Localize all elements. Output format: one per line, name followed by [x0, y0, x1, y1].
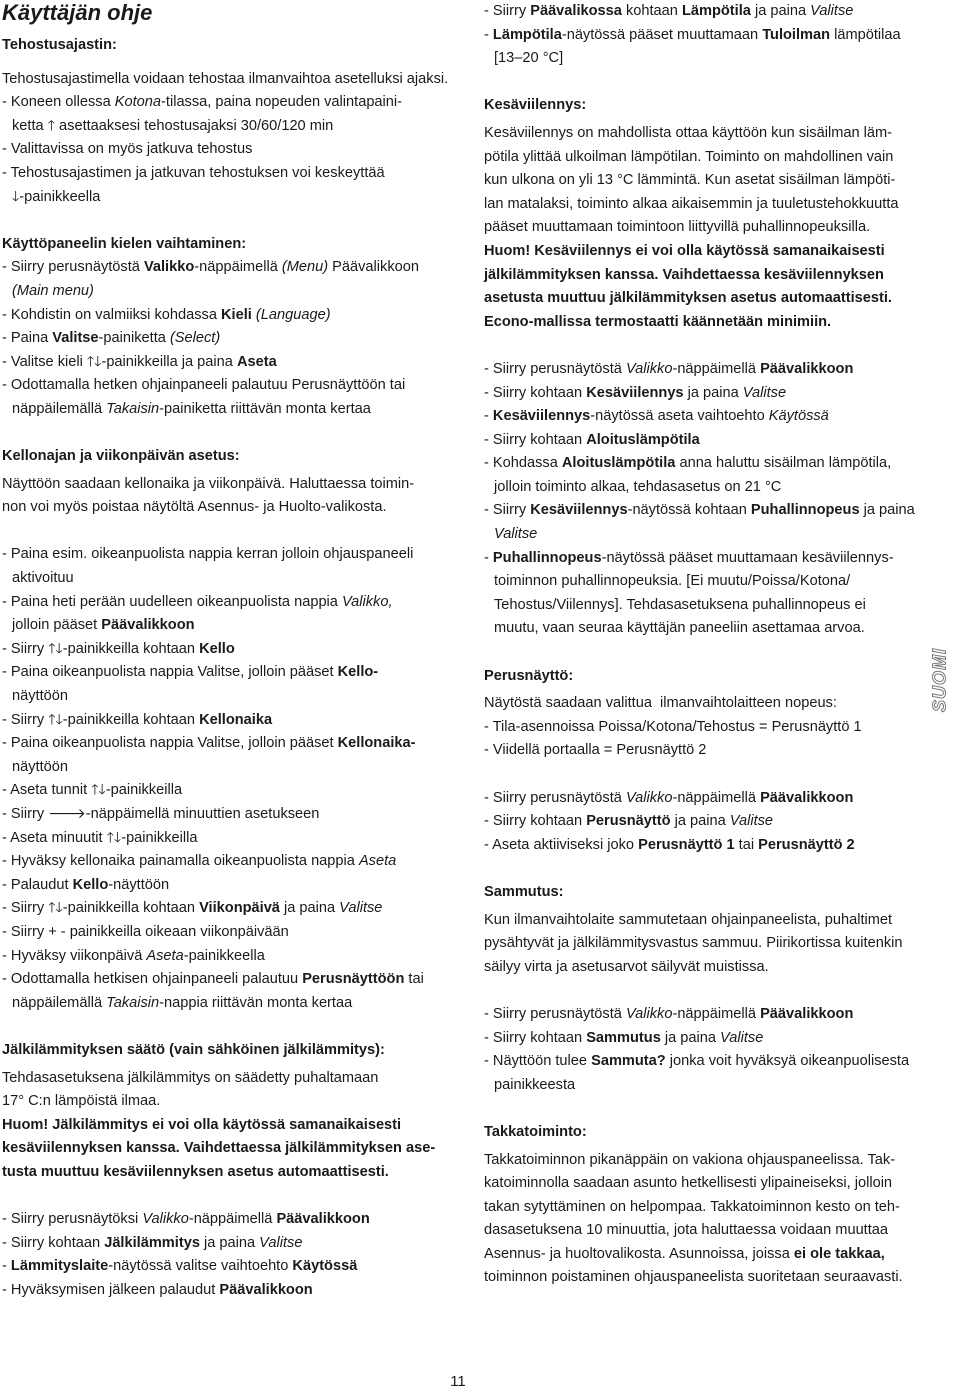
clock-step-6-cont: näyttöön — [12, 758, 68, 775]
shutdown-section — [484, 881, 924, 1097]
shutdown-step-3-cont: painikkeesta — [494, 1076, 576, 1093]
summer-text-5: pääset muuttamaan toimintoon liittyvillä puhallinnopeuksilla. — [484, 219, 871, 236]
temp-step-1: - Siirry Päävalikossa kohtaan Lämpötila ja paina Valitse — [484, 3, 854, 19]
summer-text-1: Kesäviilennys on mahdollista ottaa käyttöön kun sisäilman läm- — [484, 124, 893, 141]
clock-step-8: - Siirry 🡒-näppäimellä minuuttien asetukseen — [2, 806, 320, 822]
arrow-up-down-icon: 🡑🡓 — [91, 782, 106, 799]
boost-step-1-cont: ketta 🡑 asettaaksesi tehostusajaksi 30/60/120 min — [12, 117, 334, 134]
clock-intro-1: Näyttöön saadaan kellonaika ja viikonpäivä. Haluttaessa toimin- — [2, 475, 415, 492]
clock-step-13: - Siirry + - painikkeilla oikeaan viikonpäivään — [2, 923, 289, 940]
clock-step-2: - Paina heti perään uudelleen oikeanpuolista nappia Valikko, — [2, 593, 393, 610]
shutdown-text-3: säilyy virta ja asetusarvot säilyvät muistissa. — [484, 958, 769, 975]
clock-step-15-cont: näppäilemällä Takaisin-nappia riittävän monta kertaa — [12, 994, 353, 1011]
right-column — [484, 0, 924, 1290]
shutdown-step-1: - Siirry perusnäytöstä Valikko-näppäimellä Päävalikkoon — [484, 1005, 854, 1022]
shutdown-heading: Sammutus: — [484, 883, 564, 900]
afterheat-step-1: - Siirry perusnäytöksi Valikko-näppäimellä Päävalikkoon — [2, 1211, 370, 1228]
afterheat-heading: Jälkilämmityksen säätö (vain sähköinen jälkilämmitys): — [2, 1041, 385, 1058]
boost-step-2: - Valittavissa on myös jatkuva tehostus — [2, 141, 253, 158]
temp-step-2-cont: [13–20 °C] — [494, 50, 564, 67]
summer-warning-1: Huom! Kesäviilennys ei voi olla käytössä samanaikaisesti — [484, 242, 885, 259]
clock-step-12: - Siirry 🡑🡓-painikkeilla kohtaan Viikonpäivä ja paina Valitse — [2, 900, 383, 917]
summer-warning-3: asetusta muuttuu jälkilämmityksen asetus automaattisesti. — [484, 290, 892, 307]
shutdown-text-1: Kun ilmanvaihtolaite sammutetaan ohjainpaneelista, puhaltimet — [484, 911, 893, 928]
basic-text-3: - Viidellä portaalla = Perusnäyttö 2 — [484, 742, 707, 759]
language-section — [2, 233, 450, 422]
arrow-up-down-icon: 🡑🡓 — [48, 711, 63, 728]
fireplace-text-6: toiminnon poistaminen ohjauspaneelista suoritetaan seuraavasti. — [484, 1269, 903, 1286]
summer-heading: Kesäviilennys: — [484, 97, 587, 114]
afterheat-step-3: - Lämmityslaite-näytössä valitse vaihtoehto Käytössä — [2, 1258, 358, 1275]
language-step-1-cont: (Main menu) — [12, 282, 94, 299]
fireplace-text-1: Takkatoiminnon pikanäppäin on vakiona ohjauspaneelissa. Tak- — [484, 1151, 896, 1168]
boost-step-1: - Koneen ollessa Kotona-tilassa, paina nopeuden valintapaini- — [2, 94, 403, 111]
boost-step-3: - Tehostusajastimen ja jatkuvan tehostuksen voi keskeyttää — [2, 164, 385, 181]
language-step-1: - Siirry perusnäytöstä Valikko-näppäimellä (Menu) Päävalikkoon — [2, 259, 419, 276]
afterheat-warning-2: kesäviilennyksen kanssa. Vaihdettaessa jälkilämmityksen ase- — [2, 1140, 436, 1157]
clock-step-1-cont: aktivoituu — [12, 570, 74, 587]
language-side-tab — [925, 640, 955, 720]
basic-step-3: - Aseta aktiiviseksi joko Perusnäyttö 1 tai Perusnäyttö 2 — [484, 836, 855, 853]
language-step-4: - Valitse kieli 🡑🡓-painikkeilla ja paina Aseta — [2, 353, 277, 370]
clock-step-7: - Aseta tunnit 🡑🡓-painikkeilla — [2, 782, 183, 799]
fireplace-text-2: katoiminnolla saadaan asunto hetkellisesti ylipaineiseksi, jolloin — [484, 1175, 893, 1192]
summer-step-2: - Siirry kohtaan Kesäviilennys ja paina Valitse — [484, 384, 787, 401]
summer-step-5: - Kohdassa Aloituslämpötila anna haluttu sisäilman lämpötila, — [484, 455, 892, 472]
left-column — [2, 0, 450, 1302]
clock-step-10: - Hyväksy kellonaika painamalla oikeanpuolista nappia Aseta — [2, 853, 397, 870]
summer-step-6-cont: Valitse — [494, 526, 538, 543]
language-step-5-cont: näppäilemällä Takaisin-painiketta riittävän monta kertaa — [12, 400, 371, 417]
language-step-2: - Kohdistin on valmiiksi kohdassa Kieli (Language) — [2, 306, 331, 323]
language-heading: Käyttöpaneelin kielen vaihtaminen: — [2, 235, 247, 252]
clock-section — [2, 445, 450, 1015]
shutdown-text-2: pysähtyvät ja jälkilämmitysvastus sammuu. Piirikortissa kuitenkin — [484, 935, 903, 952]
side-label: SUOMI — [929, 647, 950, 713]
summer-step-7: - Puhallinnopeus-näytössä pääset muuttamaan kesäviilennys- — [484, 549, 894, 566]
clock-intro-2: non voi myös poistaa näytöltä Asennus- ja Huolto-valikosta. — [2, 499, 387, 516]
boost-step-3-cont: 🡓-painikkeella — [12, 188, 101, 205]
clock-step-2-cont: jolloin pääset Päävalikkoon — [12, 617, 195, 634]
clock-step-4-cont: näyttöön — [12, 688, 68, 705]
summer-warning-4: Econo-mallissa termostaatti käännetään minimiin. — [484, 313, 832, 330]
arrow-up-down-icon: 🡑🡓 — [86, 353, 102, 370]
boost-section — [2, 34, 450, 209]
afterheat-step-4: - Hyväksymisen jälkeen palaudut Päävalikkoon — [2, 1281, 313, 1298]
arrow-up-down-icon: 🡑🡓 — [48, 900, 63, 917]
clock-step-3: - Siirry 🡑🡓-painikkeilla kohtaan Kello — [2, 640, 235, 657]
basic-step-2: - Siirry kohtaan Perusnäyttö ja paina Valitse — [484, 813, 774, 830]
clock-heading: Kellonajan ja viikonpäivän asetus: — [2, 448, 240, 465]
summer-step-7-cont-3: muutu, vaan seuraa käyttäjän paneeliin asettamaa arvoa. — [494, 620, 865, 637]
clock-step-15: - Odottamalla hetkisen ohjainpaneeli palautuu Perusnäyttöön tai — [2, 971, 424, 988]
language-step-3: - Paina Valitse-painiketta (Select) — [2, 330, 221, 347]
fireplace-text-3: takan sytyttäminen on helpompaa. Takkatoiminnon kesto on teh- — [484, 1198, 900, 1215]
summer-step-5-cont: jolloin toiminto alkaa, tehdasasetus on 21 °C — [494, 478, 782, 495]
summer-step-6: - Siirry Kesäviilennys-näytössä kohtaan Puhallinnopeus ja paina — [484, 502, 915, 519]
arrow-down-icon: 🡓 — [12, 188, 20, 205]
summer-section — [484, 94, 924, 641]
boost-heading: Tehostusajastin: — [2, 37, 117, 53]
summer-step-4: - Siirry kohtaan Aloituslämpötila — [484, 431, 700, 448]
temp-step-2: - Lämpötila-näytössä pääset muuttamaan Tuloilman lämpötilaa — [484, 26, 901, 43]
summer-warning-2: jälkilämmityksen kanssa. Vaihdettaessa kesäviilennyksen — [484, 266, 884, 283]
arrow-up-down-icon: 🡑🡓 — [106, 829, 122, 846]
summer-step-7-cont-2: Tehostus/Viilennys]. Tehdasasetuksena puhallinnopeus ei — [494, 596, 866, 613]
afterheat-warning-1: Huom! Jälkilämmitys ei voi olla käytössä samanaikaisesti — [2, 1116, 402, 1133]
fireplace-text-5: Asennus- ja huoltovalikosta. Asunnoissa, joissa ei ole takkaa, — [484, 1245, 885, 1262]
fireplace-heading: Takkatoiminto: — [484, 1123, 587, 1140]
page-number: 11 — [450, 1373, 466, 1390]
fireplace-text-4: dasasetuksena 10 minuuttia, jota haluttaessa voidaan muuttaa — [484, 1222, 889, 1239]
basic-display-section — [484, 665, 924, 858]
shutdown-step-3: - Näyttöön tulee Sammuta? jonka voit hyväksyä oikeanpuolisesta — [484, 1053, 910, 1070]
summer-step-3: - Kesäviilennys-näytössä aseta vaihtoehto Käytössä — [484, 408, 829, 425]
summer-text-2: pötila ylittää ulkoilman lämpötilan. Toiminto on mahdollinen vain — [484, 148, 894, 165]
afterheat-step-2: - Siirry kohtaan Jälkilämmitys ja paina Valitse — [2, 1234, 303, 1251]
basic-text-1: Näytöstä saadaan valittua ilmanvaihtolaitteen nopeus: — [484, 695, 837, 712]
boost-intro: Tehostusajastimella voidaan tehostaa ilmanvaihtoa asetelluksi ajaksi. — [2, 70, 449, 87]
clock-step-11: - Palaudut Kello-näyttöön — [2, 876, 170, 893]
summer-text-4: lan matalaksi, toiminto alkaa aikaisemmin ja tuuletustehokkuutta — [484, 195, 899, 212]
summer-step-7-cont-1: toiminnon puhallinnopeuksia. [Ei muutu/Poissa/Kotona/ — [494, 573, 851, 590]
summer-text-3: kun ulkona on yli 13 °C lämmintä. Kun asetat sisäilman lämpöti- — [484, 172, 896, 189]
afterheat-warning-3: tusta muuttuu kesäviilennyksen asetus automaattisesti. — [2, 1163, 389, 1180]
clock-step-5: - Siirry 🡑🡓-painikkeilla kohtaan Kellonaika — [2, 711, 273, 728]
arrow-up-icon: 🡑 — [47, 117, 55, 134]
arrow-right-icon: 🡒 — [48, 806, 86, 822]
fireplace-section — [484, 1121, 924, 1290]
clock-step-1: - Paina esim. oikeanpuolista nappia kerran jolloin ohjauspaneeli — [2, 546, 414, 563]
clock-step-6: - Paina oikeanpuolista nappia Valitse, jolloin pääset Kellonaika- — [2, 735, 416, 752]
page-title: Käyttäjän ohje — [2, 0, 153, 25]
basic-heading: Perusnäyttö: — [484, 667, 574, 684]
basic-step-1: - Siirry perusnäytöstä Valikko-näppäimellä Päävalikkoon — [484, 789, 854, 806]
summer-step-1: - Siirry perusnäytöstä Valikko-näppäimellä Päävalikkoon — [484, 360, 854, 377]
arrow-up-down-icon: 🡑🡓 — [48, 640, 63, 657]
temperature-continued — [484, 0, 924, 71]
clock-step-14: - Hyväksy viikonpäivä Aseta-painikkeella — [2, 947, 265, 964]
clock-step-9: - Aseta minuutit 🡑🡓-painikkeilla — [2, 829, 198, 846]
basic-text-2: - Tila-asennoissa Poissa/Kotona/Tehostus = Perusnäyttö 1 — [484, 718, 862, 735]
shutdown-step-2: - Siirry kohtaan Sammutus ja paina Valitse — [484, 1029, 764, 1046]
clock-step-4: - Paina oikeanpuolista nappia Valitse, jolloin pääset Kello- — [2, 664, 379, 681]
afterheat-text-1: Tehdasasetuksena jälkilämmitys on säädetty puhaltamaan — [2, 1069, 379, 1086]
afterheat-text-2: 17° C:n lämpöistä ilmaa. — [2, 1093, 161, 1110]
language-step-5: - Odottamalla hetken ohjainpaneeli palautuu Perusnäyttöön tai — [2, 377, 406, 394]
afterheat-section — [2, 1039, 450, 1303]
